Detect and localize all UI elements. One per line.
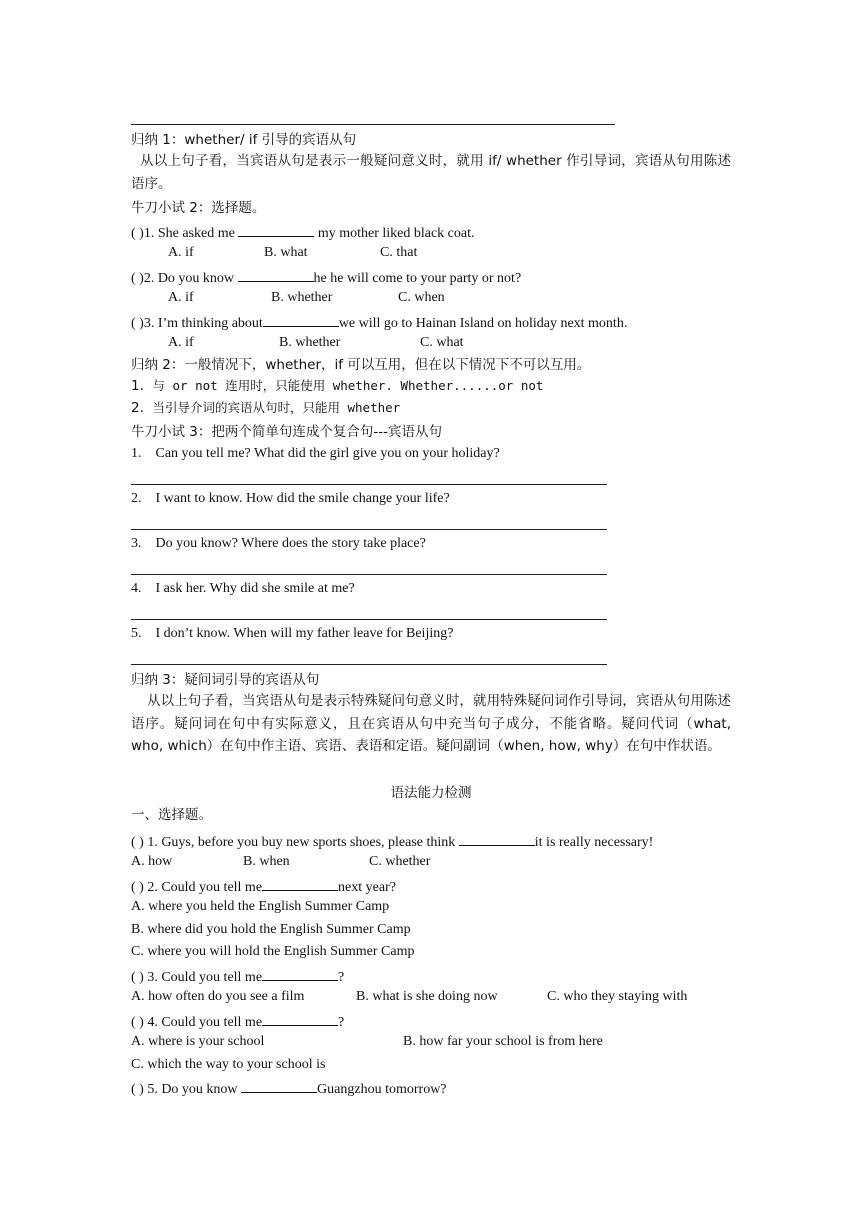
option-b[interactable]: B. whether bbox=[279, 335, 341, 350]
option-a[interactable]: A. how often do you see a film bbox=[131, 989, 305, 1004]
answer-line[interactable] bbox=[131, 574, 607, 575]
option-b[interactable]: B. what is she doing now bbox=[356, 989, 498, 1004]
answer-line[interactable] bbox=[131, 484, 607, 485]
summary2-point-1: 1. 与 or not 连用时，只能使用 whether. Whether......or not bbox=[131, 378, 544, 394]
test-q1: ( ) 1. Guys, before you buy new sports shoes, please think it is really necessary! bbox=[131, 831, 653, 852]
option-c[interactable]: C. when bbox=[398, 290, 445, 305]
option-a[interactable]: A. if bbox=[168, 245, 194, 260]
answer-blank[interactable] bbox=[238, 222, 314, 237]
practice2-q1: ( )1. She asked me my mother liked black coat. bbox=[131, 222, 475, 243]
summary1-body: 从以上句子看，当宾语从句是表示一般疑问意义时，就用 if/ whether 作引导词，宾语从句用陈述语序。 bbox=[131, 153, 731, 192]
practice3-item-2: 2. I want to know. How did the smile change your life? bbox=[131, 491, 450, 506]
answer-blank[interactable] bbox=[262, 876, 338, 891]
top-rule bbox=[131, 124, 615, 125]
practice2-q3: ( )3. I’m thinking about we will go to Hainan Island on holiday next month. bbox=[131, 312, 627, 333]
summary3-body: 从以上句子看，当宾语从句是表示特殊疑问句意义时，就用特殊疑问词作引导词，宾语从句用陈述语序。疑问词在句中有实际意义，且在宾语从句中充当句子成分，不能省略。疑问代词（what, who, which）在句中作主语、宾语、表语和定语。疑问副词（when, how, why）在句中作状语。 bbox=[131, 693, 731, 755]
option-c[interactable]: C. what bbox=[420, 335, 464, 350]
practice2-q2: ( )2. Do you know he he will come to your party or not? bbox=[131, 267, 521, 288]
test-q2-option-b[interactable]: B. where did you hold the English Summer Camp bbox=[131, 922, 411, 937]
test-q2-option-a[interactable]: A. where you held the English Summer Camp bbox=[131, 899, 390, 914]
summary3-title: 归纳 3：疑问词引导的宾语从句 bbox=[131, 672, 320, 688]
option-c[interactable]: C. that bbox=[380, 245, 418, 260]
answer-blank[interactable] bbox=[459, 831, 535, 846]
summary1-title: 归纳 1：whether/ if 引导的宾语从句 bbox=[131, 132, 357, 148]
test-q4: ( ) 4. Could you tell me ? bbox=[131, 1011, 344, 1032]
answer-blank[interactable] bbox=[241, 1078, 317, 1093]
option-c[interactable]: C. whether bbox=[369, 854, 431, 869]
option-a[interactable]: A. if bbox=[168, 290, 194, 305]
test-title: 语法能力检测 bbox=[390, 785, 472, 801]
test-q5: ( ) 5. Do you know Guangzhou tomorrow? bbox=[131, 1078, 447, 1099]
practice3-item-5: 5. I don’t know. When will my father leave for Beijing? bbox=[131, 626, 454, 641]
test-q2-option-c[interactable]: C. where you will hold the English Summer Camp bbox=[131, 944, 415, 959]
answer-blank[interactable] bbox=[262, 1011, 338, 1026]
answer-blank[interactable] bbox=[262, 966, 338, 981]
option-b[interactable]: B. what bbox=[264, 245, 308, 260]
test-q2: ( ) 2. Could you tell me next year? bbox=[131, 876, 396, 897]
option-b[interactable]: B. whether bbox=[271, 290, 333, 305]
option-b[interactable]: B. when bbox=[243, 854, 290, 869]
answer-blank[interactable] bbox=[238, 267, 314, 282]
option-a[interactable]: A. how bbox=[131, 854, 173, 869]
answer-line[interactable] bbox=[131, 529, 607, 530]
answer-line[interactable] bbox=[131, 619, 607, 620]
summary2-title: 归纳 2：一般情况下，whether，if 可以互用，但在以下情况下不可以互用。 bbox=[131, 357, 591, 373]
practice3-title: 牛刀小试 3：把两个简单句连成个复合句---宾语从句 bbox=[131, 424, 442, 440]
answer-blank[interactable] bbox=[263, 312, 339, 327]
test-q3: ( ) 3. Could you tell me ? bbox=[131, 966, 344, 987]
practice3-item-1: 1. Can you tell me? What did the girl give you on your holiday? bbox=[131, 446, 500, 461]
answer-line[interactable] bbox=[131, 664, 607, 665]
option-a[interactable]: A. where is your school bbox=[131, 1034, 265, 1049]
practice3-item-3: 3. Do you know? Where does the story take place? bbox=[131, 536, 426, 551]
option-c[interactable]: C. who they staying with bbox=[547, 989, 688, 1004]
practice2-title: 牛刀小试 2：选择题。 bbox=[131, 200, 266, 216]
practice3-item-4: 4. I ask her. Why did she smile at me? bbox=[131, 581, 355, 596]
option-b[interactable]: B. how far your school is from here bbox=[403, 1034, 603, 1049]
option-a[interactable]: A. if bbox=[168, 335, 194, 350]
test-section: 一、选择题。 bbox=[131, 807, 212, 823]
summary2-point-2: 2. 当引导介词的宾语从句时，只能用 whether bbox=[131, 400, 401, 416]
test-q4-option-c[interactable]: C. which the way to your school is bbox=[131, 1057, 326, 1072]
